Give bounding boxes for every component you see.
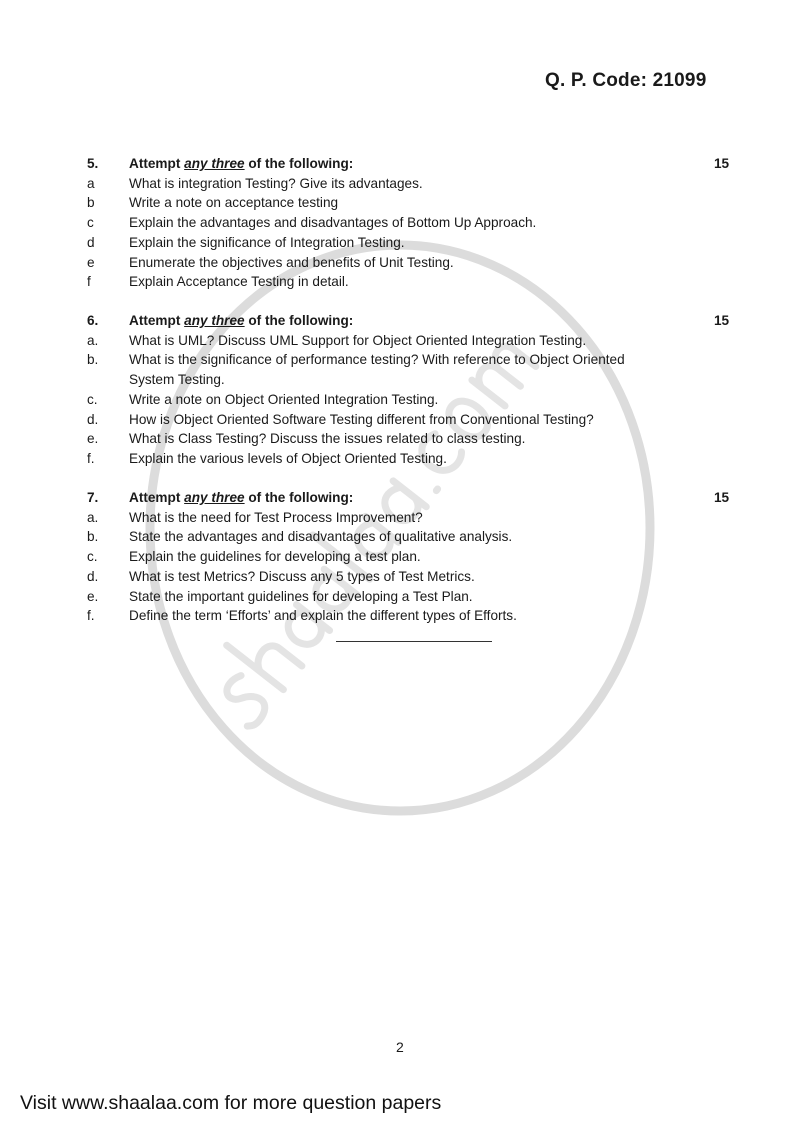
question-label: e.	[87, 431, 99, 447]
question-text: System Testing.	[129, 372, 225, 388]
section-number: 5.	[87, 156, 99, 171]
question-text: What is the significance of performance testing? With reference to Object Oriented	[129, 352, 625, 368]
question-text: State the advantages and disadvantages of qualitative analysis.	[129, 529, 513, 545]
question-text: Write a note on acceptance testing	[129, 195, 339, 211]
end-rule	[336, 641, 492, 642]
question-text: How is Object Oriented Software Testing different from Conventional Testing?	[129, 411, 594, 427]
question-item	[0, 567, 800, 586]
question-text: What is integration Testing? Give its advantages.	[129, 175, 423, 191]
question-text: Write a note on Object Oriented Integration Testing.	[129, 391, 439, 407]
footer-note: Visit www.shaalaa.com for more question papers	[20, 1092, 442, 1114]
section-marks: 15	[714, 313, 730, 328]
question-text: What is UML? Discuss UML Support for Object Oriented Integration Testing.	[129, 332, 587, 348]
instruction-emphasis: any three	[184, 490, 245, 505]
section-marks: 15	[714, 490, 730, 505]
section-header	[0, 311, 800, 330]
question-text: Enumerate the objectives and benefits of Unit Testing.	[129, 254, 454, 270]
question-label: d	[87, 234, 95, 250]
question-item	[0, 547, 800, 566]
question-item	[0, 213, 800, 232]
instruction-emphasis: any three	[184, 156, 245, 171]
instruction-tail: of the following:	[244, 313, 354, 328]
question-text: Define the term ‘Efforts’ and explain the different types of Efforts.	[129, 608, 517, 624]
section-instruction	[129, 488, 353, 507]
question-label: b	[87, 195, 95, 211]
question-label: e.	[87, 588, 99, 604]
section-header	[0, 154, 800, 173]
section-instruction	[129, 311, 353, 330]
question-item	[0, 233, 800, 252]
instruction-tail: of the following:	[244, 490, 354, 505]
question-text: Explain Acceptance Testing in detail.	[129, 274, 349, 290]
question-label: f.	[87, 450, 95, 466]
question-label: a	[87, 175, 95, 191]
question-item	[0, 174, 800, 193]
question-label: c.	[87, 391, 98, 407]
instruction-tail: of the following:	[244, 156, 354, 171]
question-label: a.	[87, 509, 99, 525]
instruction-emphasis: any three	[184, 313, 245, 328]
question-item	[0, 429, 800, 448]
question-paper-code: Q. P. Code: 21099	[545, 70, 707, 91]
question-item	[0, 272, 800, 291]
question-text: Explain the significance of Integration Testing.	[129, 234, 405, 250]
question-label: b.	[87, 529, 99, 545]
section-instruction	[129, 154, 353, 173]
question-item	[0, 449, 800, 468]
question-text: State the important guidelines for developing a Test Plan.	[129, 588, 473, 604]
question-item	[0, 587, 800, 606]
question-text: Explain the advantages and disadvantages of Bottom Up Approach.	[129, 215, 537, 231]
question-label: a.	[87, 332, 99, 348]
question-text: What is Class Testing? Discuss the issues related to class testing.	[129, 431, 526, 447]
question-label: e	[87, 254, 95, 270]
question-label: d.	[87, 411, 99, 427]
question-item	[0, 370, 800, 389]
question-item	[0, 331, 800, 350]
question-label: d.	[87, 568, 99, 584]
question-label: c.	[87, 549, 98, 565]
question-item	[0, 606, 800, 625]
instruction-intro: Attempt	[129, 156, 185, 171]
question-text: What is test Metrics? Discuss any 5 types of Test Metrics.	[129, 568, 475, 584]
question-label: f.	[87, 608, 95, 624]
question-label: c	[87, 215, 94, 231]
section-number: 7.	[87, 490, 99, 505]
question-item	[0, 527, 800, 546]
instruction-intro: Attempt	[129, 313, 185, 328]
instruction-intro: Attempt	[129, 490, 185, 505]
question-item	[0, 350, 800, 369]
question-item	[0, 410, 800, 429]
question-item	[0, 508, 800, 527]
section-header	[0, 488, 800, 507]
question-text: Explain the various levels of Object Oriented Testing.	[129, 450, 447, 466]
question-item	[0, 390, 800, 409]
page-number: 2	[396, 1039, 404, 1055]
question-label: b.	[87, 352, 99, 368]
question-item	[0, 253, 800, 272]
section-number: 6.	[87, 313, 99, 328]
question-text: Explain the guidelines for developing a test plan.	[129, 549, 421, 565]
question-label: f	[87, 274, 91, 290]
section-marks: 15	[714, 156, 730, 171]
question-text: What is the need for Test Process Improvement?	[129, 509, 423, 525]
question-item	[0, 193, 800, 212]
